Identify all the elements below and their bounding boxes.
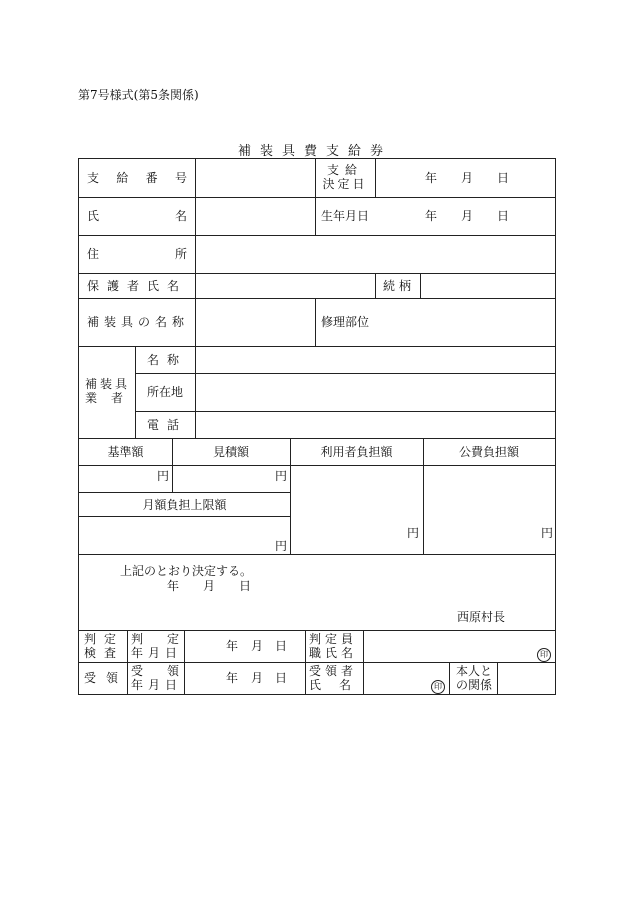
date-year: 年 (425, 171, 438, 185)
date-month: 月 (251, 639, 264, 653)
date-month: 月 (251, 671, 264, 685)
date-year: 年 (167, 579, 180, 593)
label-gyosha-shozaichi: 所在地 (147, 385, 184, 399)
date-day: 日 (497, 171, 510, 185)
mayor-signature: 西原村長 (457, 610, 506, 624)
date-year: 年 (226, 671, 239, 685)
label-jusho: 住 所 (87, 247, 187, 261)
label-shimei: 氏 名 (87, 209, 187, 223)
yen-kohi: 円 (541, 526, 554, 540)
label-mitsumorigaku: 見積額 (212, 445, 249, 459)
label-zokugara: 続柄 (383, 279, 416, 293)
label-hantei-kensa: 判定 検査 (84, 632, 125, 660)
yen-riyosha: 円 (407, 526, 420, 540)
label-honnin-kankei: 本人と の関係 (456, 664, 493, 692)
label-hanteiin: 判定員 職氏名 (309, 632, 358, 660)
label-shikyu-kettei: 支給 決定日 (322, 163, 368, 191)
label-kijungaku: 基準額 (107, 445, 144, 459)
page-title: 補装具費支給券 (237, 144, 392, 159)
label-hogosha-shimei: 保護者氏名 (87, 279, 188, 293)
label-juryo: 受領 (84, 671, 129, 685)
label-shikyu-bango: 支 給 番 号 (87, 171, 187, 185)
date-month: 月 (461, 171, 474, 185)
yen-getsugaku-jogen: 円 (275, 539, 288, 553)
label-kohi-futangaku: 公費負担額 (458, 445, 519, 459)
seal-mark: 印 (537, 648, 551, 662)
voucher-form (78, 158, 556, 695)
label-hosogu-meisho: 補装具の名称 (87, 315, 190, 329)
label-gyosha-denwa: 電話 (147, 418, 188, 432)
date-day: 日 (275, 671, 288, 685)
yen-mitsumorigaku: 円 (275, 469, 288, 483)
date-month: 月 (461, 209, 474, 223)
label-shuri-bui: 修理部位 (321, 315, 370, 329)
label-gyosha-meisho: 名称 (147, 353, 188, 367)
date-month: 月 (203, 579, 216, 593)
form-number-caption: 第7号様式(第5条関係) (78, 88, 199, 102)
date-day: 日 (497, 209, 510, 223)
date-year: 年 (425, 209, 438, 223)
seal-mark: 印 (431, 680, 445, 694)
label-getsugaku-jogen: 月額負担上限額 (142, 498, 227, 512)
yen-kijungaku: 円 (157, 469, 170, 483)
label-gyosha: 補装具 業者 (85, 377, 138, 405)
date-year: 年 (226, 639, 239, 653)
date-day: 日 (275, 639, 288, 653)
label-seinengappi: 生年月日 (321, 209, 370, 223)
label-juryosha: 受領者 氏名 (309, 664, 370, 692)
decision-text: 上記のとおり決定する。 (120, 564, 253, 578)
label-riyosha-futangaku: 利用者負担額 (320, 445, 393, 459)
label-juryo-date: 受領 年月日 (131, 664, 204, 692)
date-day: 日 (239, 579, 252, 593)
label-hantei-date: 判定 年月日 (131, 632, 204, 660)
